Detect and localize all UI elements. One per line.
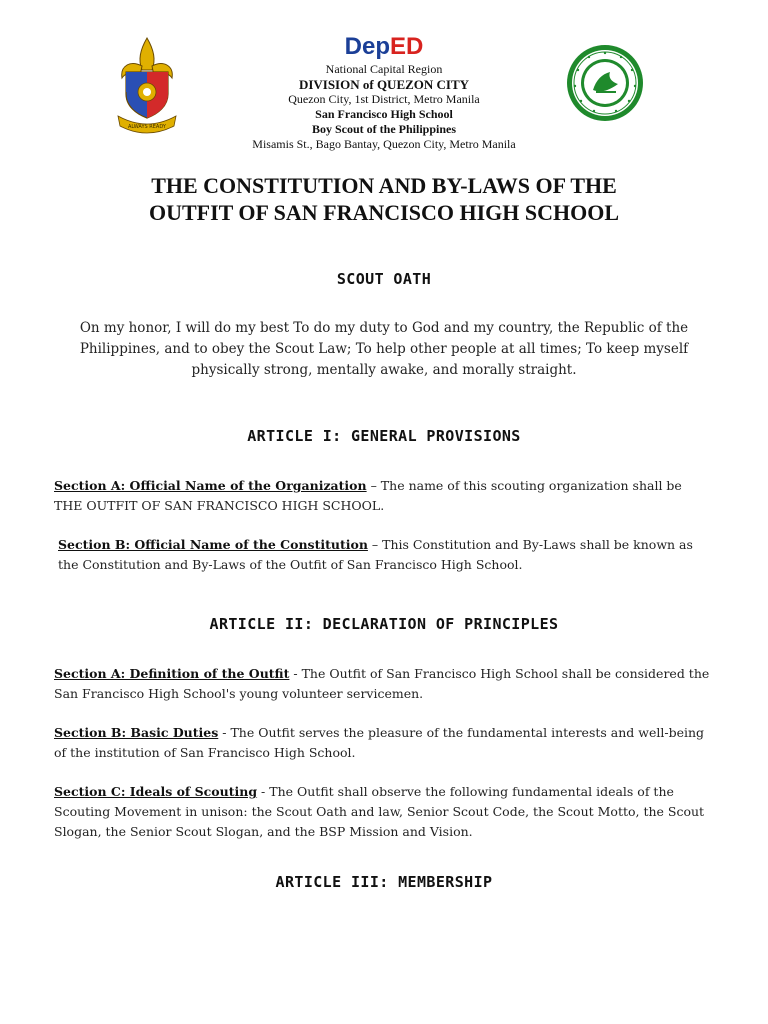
deped-logo-part2: ED <box>390 33 424 60</box>
article-1-section-b <box>58 535 714 575</box>
section-text: - The Outfit of San Francisco High School shall be considered the San Francisco High School's young volunteer servicemen. <box>54 666 710 701</box>
section-label: Section A: Definition of the Outfit <box>54 666 290 681</box>
deped-logo <box>234 34 534 62</box>
bsp-emblem-icon <box>112 36 182 136</box>
article-2-heading: ARTICLE II: DECLARATION OF PRINCIPLES <box>209 615 559 633</box>
article-1-section-a <box>54 476 714 516</box>
letterhead-division: DIVISION of QUEZON CITY <box>298 77 470 92</box>
article-2-section-a <box>54 664 714 704</box>
section-label: Section B: Basic Duties <box>54 725 219 740</box>
letterhead <box>234 34 534 152</box>
deped-logo-part1: Dep <box>344 33 390 60</box>
section-label: Section C: Ideals of Scouting <box>54 784 258 799</box>
section-text: – This Constitution and By-Laws shall be known as the Constitution and By-Laws of the Outfit of San Francisco High School. <box>58 537 693 572</box>
section-text: – The name of this scouting organization shall be THE OUTFIT OF SAN FRANCISCO HIGH SCHOOL. <box>54 478 682 513</box>
title-line-1: THE CONSTITUTION AND BY-LAWS OF THE <box>151 173 617 198</box>
article-3-heading: ARTICLE III: MEMBERSHIP <box>275 873 493 891</box>
document-title <box>60 172 708 226</box>
letterhead-district: Quezon City, 1st District, Metro Manila <box>288 92 480 106</box>
section-label: Section B: Official Name of the Constitution <box>58 537 368 552</box>
scout-oath-text: On my honor, I will do my best To do my duty to God and my country, the Republic of the Philippines, and to obey the Scout Law; To help other people at all times; To keep myself physically strong, mentally awake, and morally straight. <box>79 320 689 378</box>
article-1-heading: ARTICLE I: GENERAL PROVISIONS <box>247 427 521 445</box>
school-seal-icon <box>566 44 644 122</box>
section-label: Section A: Official Name of the Organization <box>54 478 367 493</box>
emblem-banner-text: ALWAYS READY <box>128 124 166 130</box>
article-2-section-b <box>54 723 714 763</box>
letterhead-address: Misamis St., Bago Bantay, Quezon City, Metro Manila <box>252 137 516 151</box>
letterhead-region: National Capital Region <box>325 62 443 76</box>
article-2-section-c <box>54 782 714 842</box>
section-text: - The Outfit serves the pleasure of the fundamental interests and well-being of the institution of San Francisco High School. <box>54 725 705 760</box>
title-line-2: OUTFIT OF SAN FRANCISCO HIGH SCHOOL <box>148 200 619 225</box>
letterhead-school: San Francisco High School <box>315 107 453 121</box>
scout-oath-heading: SCOUT OATH <box>336 270 432 288</box>
section-text: - The Outfit shall observe the following fundamental ideals of the Scouting Movement in unison: the Scout Oath and law, Senior Scout Code, the Scout Motto, the Scout Slogan, the Senior Scout Slogan, and the BSP Mission and Vision. <box>54 784 705 839</box>
letterhead-org: Boy Scout of the Philippines <box>311 122 457 136</box>
